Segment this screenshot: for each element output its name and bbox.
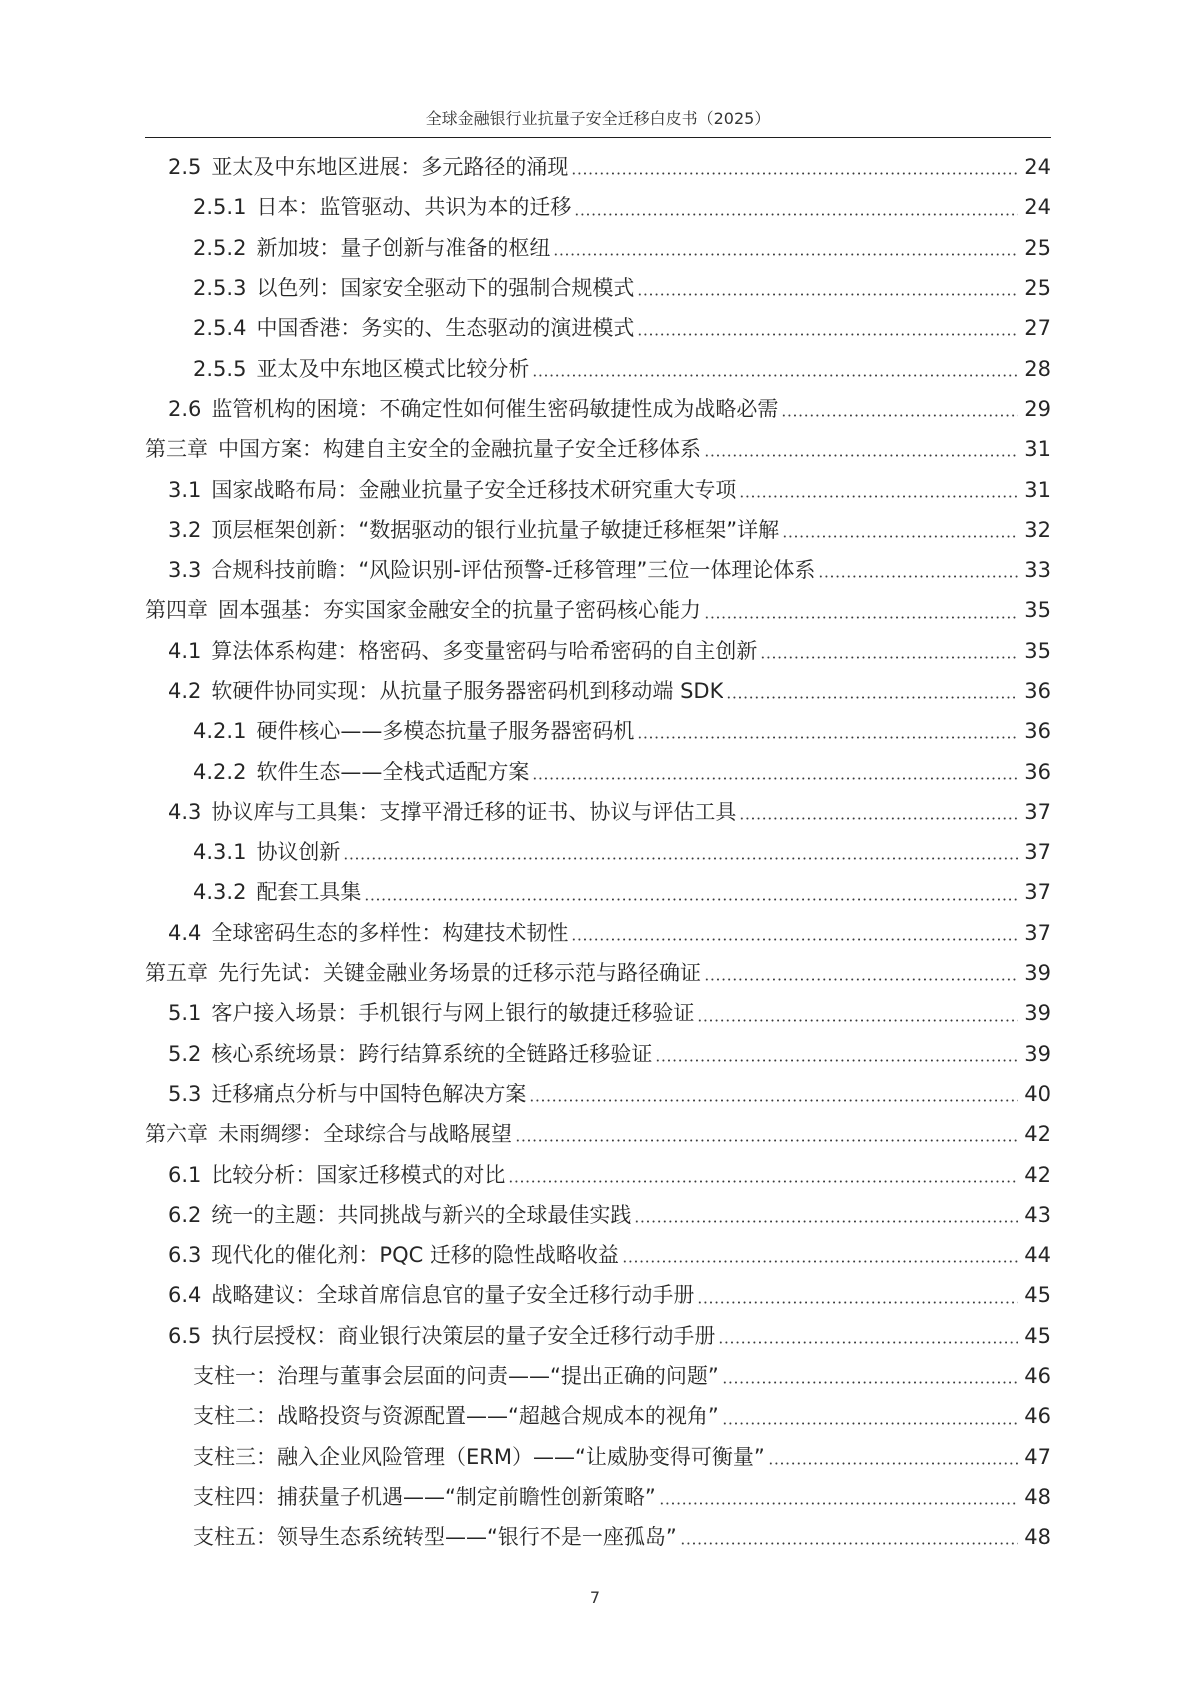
- toc-entry-number: 2.6: [168, 396, 202, 421]
- toc-entry-page: 37: [1024, 840, 1051, 865]
- toc-entry-title: 支柱五：领导生态系统转型——“银行不是一座孤岛”: [193, 1525, 677, 1550]
- toc-entry-page: 29: [1024, 396, 1051, 421]
- toc-entry[interactable]: [0, 1396, 1190, 1436]
- page-number: 7: [589, 1588, 601, 1607]
- toc-entry-title: 新加坡：量子创新与准备的枢纽: [256, 235, 551, 260]
- dot-leader: [697, 1019, 1018, 1022]
- toc-entry-page: 46: [1024, 1364, 1051, 1389]
- toc-entry-number: 6.4: [168, 1283, 202, 1308]
- toc-entry[interactable]: [0, 1235, 1190, 1275]
- toc-entry-title: 亚太及中东地区进展：多元路径的涌现: [211, 155, 569, 180]
- toc-entry-page: 39: [1024, 1041, 1051, 1066]
- toc-entry-number: 4.3.2: [193, 880, 247, 905]
- toc-entry-number: 5.1: [168, 1001, 202, 1026]
- toc-entry[interactable]: [0, 147, 1190, 187]
- toc-entry[interactable]: [0, 1356, 1190, 1396]
- toc-entry-page: 25: [1024, 276, 1051, 301]
- toc-entry[interactable]: [0, 469, 1190, 509]
- dot-leader: [571, 938, 1018, 941]
- toc-entry[interactable]: [0, 671, 1190, 711]
- toc-entry-title: 中国方案：构建自主安全的金融抗量子安全迁移体系: [218, 437, 701, 462]
- toc-entry-page: 45: [1024, 1283, 1051, 1308]
- toc-entry-page: 40: [1024, 1081, 1051, 1106]
- dot-leader: [680, 1542, 1018, 1545]
- toc-entry-number: 4.3: [168, 799, 202, 824]
- toc-entry[interactable]: [0, 510, 1190, 550]
- toc-entry-number: 6.3: [168, 1243, 202, 1268]
- toc-entry-number: 4.1: [168, 638, 202, 663]
- toc-entry-page: 43: [1024, 1202, 1051, 1227]
- dot-leader: [574, 213, 1018, 216]
- toc-entry-page: 42: [1024, 1122, 1051, 1147]
- toc-entry-page: 24: [1024, 155, 1051, 180]
- toc-entry-number: 4.2.1: [193, 719, 247, 744]
- toc-entry-number: 4.2: [168, 679, 202, 703]
- toc-entry-title: 现代化的催化剂：PQC 迁移的隐性战略收益: [211, 1243, 619, 1268]
- table-of-contents: [0, 147, 1190, 1557]
- dot-leader: [622, 1260, 1018, 1263]
- dot-leader: [532, 777, 1018, 780]
- toc-entry-number: 2.5.2: [193, 235, 247, 260]
- toc-entry-page: 47: [1024, 1444, 1051, 1469]
- toc-entry-title: 软件生态——全栈式适配方案: [256, 759, 530, 784]
- toc-entry[interactable]: [0, 228, 1190, 268]
- toc-entry-page: 35: [1024, 638, 1051, 663]
- dot-leader: [637, 736, 1018, 739]
- toc-entry-page: 36: [1024, 719, 1051, 744]
- toc-entry[interactable]: [0, 1477, 1190, 1517]
- toc-entry[interactable]: [0, 1316, 1190, 1356]
- toc-entry-title: 软硬件协同实现：从抗量子服务器密码机到移动端 SDK: [211, 679, 724, 703]
- toc-entry-title: 比较分析：国家迁移模式的对比: [211, 1162, 506, 1187]
- toc-entry-number: 第六章: [145, 1122, 208, 1147]
- dot-leader: [781, 414, 1018, 417]
- toc-entry[interactable]: [0, 792, 1190, 832]
- toc-entry-title: 全球密码生态的多样性：构建技术韧性: [211, 920, 569, 945]
- toc-entry-number: 第三章: [145, 437, 208, 462]
- dot-leader: [760, 656, 1018, 659]
- toc-entry-title: 战略建议：全球首席信息官的量子安全迁移行动手册: [211, 1283, 695, 1308]
- toc-entry-number: 4.2.2: [193, 759, 247, 784]
- toc-entry-page: 37: [1024, 799, 1051, 824]
- toc-entry-number: 2.5.3: [193, 276, 247, 301]
- toc-entry[interactable]: [0, 308, 1190, 348]
- toc-entry[interactable]: [0, 1517, 1190, 1557]
- toc-entry[interactable]: [0, 187, 1190, 227]
- toc-entry-page: 45: [1024, 1323, 1051, 1348]
- toc-entry-number: 6.2: [168, 1202, 202, 1227]
- toc-entry-title: 支柱四：捕获量子机遇——“制定前瞻性创新策略”: [193, 1484, 656, 1509]
- toc-entry-number: 3.3: [168, 558, 202, 583]
- toc-entry-title: 算法体系构建：格密码、多变量密码与哈希密码的自主创新: [211, 638, 758, 663]
- dot-leader: [722, 1381, 1018, 1384]
- toc-entry-page: 36: [1024, 759, 1051, 784]
- toc-entry-title: 支柱一：治理与董事会层面的问责——“提出正确的问题”: [193, 1364, 719, 1389]
- dot-leader: [364, 898, 1018, 901]
- toc-entry-page: 48: [1024, 1484, 1051, 1509]
- toc-entry-page: 39: [1024, 961, 1051, 986]
- dot-leader: [659, 1502, 1018, 1505]
- toc-entry[interactable]: [0, 872, 1190, 912]
- toc-entry-number: 2.5: [168, 155, 202, 180]
- toc-entry-title: 核心系统场景：跨行结算系统的全链路迁移验证: [211, 1041, 653, 1066]
- toc-entry-number: 第五章: [145, 961, 208, 986]
- dot-leader: [634, 1220, 1018, 1223]
- toc-entry[interactable]: [0, 1275, 1190, 1315]
- dot-leader: [637, 333, 1018, 336]
- toc-entry-page: 35: [1024, 598, 1051, 623]
- toc-entry-page: 31: [1024, 437, 1051, 462]
- toc-entry[interactable]: [0, 389, 1190, 429]
- toc-entry-title: 合规科技前瞻：“风险识别-评估预警-迁移管理”三位一体理论体系: [211, 558, 816, 583]
- toc-entry-page: 27: [1024, 316, 1051, 341]
- toc-entry-page: 31: [1024, 477, 1051, 502]
- toc-entry-number: 2.5.1: [193, 195, 247, 220]
- toc-entry-number: 第四章: [145, 598, 208, 623]
- toc-entry-number: 3.1: [168, 477, 202, 502]
- toc-entry-page: 28: [1024, 356, 1051, 381]
- dot-leader: [343, 857, 1018, 860]
- dot-leader: [718, 1341, 1018, 1344]
- dot-leader: [697, 1301, 1018, 1304]
- toc-entry-title: 客户接入场景：手机银行与网上银行的敏捷迁移验证: [211, 1001, 695, 1026]
- toc-entry-number: 6.5: [168, 1323, 202, 1348]
- toc-entry-title: 硬件核心——多模态抗量子服务器密码机: [256, 719, 635, 744]
- toc-entry-title: 支柱二：战略投资与资源配置——“超越合规成本的视角”: [193, 1404, 719, 1429]
- toc-entry-page: 44: [1024, 1243, 1051, 1268]
- dot-leader: [571, 172, 1018, 175]
- toc-entry-title: 中国香港：务实的、生态驱动的演进模式: [256, 316, 635, 341]
- toc-entry-title: 亚太及中东地区模式比较分析: [256, 356, 530, 381]
- dot-leader: [818, 575, 1018, 578]
- toc-entry-number: 5.3: [168, 1081, 202, 1106]
- dot-leader: [768, 1462, 1018, 1465]
- toc-entry-page: 42: [1024, 1162, 1051, 1187]
- toc-entry-title: 配套工具集: [256, 880, 362, 905]
- toc-entry-page: 46: [1024, 1404, 1051, 1429]
- toc-entry[interactable]: [0, 993, 1190, 1033]
- dot-leader: [739, 495, 1018, 498]
- toc-entry-page: 32: [1024, 517, 1051, 542]
- dot-leader: [553, 253, 1018, 256]
- dot-leader: [739, 817, 1018, 820]
- toc-entry-number: 5.2: [168, 1041, 202, 1066]
- toc-entry-title: 先行先试：关键金融业务场景的迁移示范与路径确证: [218, 961, 701, 986]
- toc-entry-title: 协议创新: [256, 840, 341, 865]
- toc-entry-title: 支柱三：融入企业风险管理（ERM）——“让威胁变得可衡量”: [193, 1444, 765, 1469]
- dot-leader: [637, 293, 1018, 296]
- toc-entry[interactable]: [0, 1074, 1190, 1114]
- toc-entry[interactable]: [0, 268, 1190, 308]
- dot-leader: [655, 1059, 1018, 1062]
- toc-entry[interactable]: [0, 913, 1190, 953]
- toc-entry-title: 顶层框架创新：“数据驱动的银行业抗量子敏捷迁移框架”详解: [211, 517, 780, 542]
- toc-entry-number: 4.4: [168, 920, 202, 945]
- toc-entry[interactable]: [0, 1154, 1190, 1194]
- dot-leader: [508, 1180, 1018, 1183]
- toc-entry[interactable]: [0, 751, 1190, 791]
- toc-entry-page: 37: [1024, 920, 1051, 945]
- dot-leader: [532, 374, 1018, 377]
- toc-entry[interactable]: [0, 1114, 1190, 1154]
- dot-leader: [515, 1139, 1018, 1142]
- toc-entry-page: 48: [1024, 1525, 1051, 1550]
- toc-entry-title: 统一的主题：共同挑战与新兴的全球最佳实践: [211, 1202, 632, 1227]
- toc-entry-page: 36: [1024, 679, 1051, 703]
- toc-entry-title: 协议库与工具集：支撑平滑迁移的证书、协议与评估工具: [211, 799, 737, 824]
- toc-entry-page: 25: [1024, 235, 1051, 260]
- running-header: 全球金融银行业抗量子安全迁移白皮书（2025）: [425, 109, 771, 128]
- toc-entry[interactable]: [0, 631, 1190, 671]
- toc-entry[interactable]: [0, 1437, 1190, 1477]
- dot-leader: [704, 616, 1018, 619]
- toc-entry-title: 固本强基：夯实国家金融安全的抗量子密码核心能力: [218, 598, 701, 623]
- toc-entry-page: 39: [1024, 1001, 1051, 1026]
- toc-entry-title: 迁移痛点分析与中国特色解决方案: [211, 1081, 527, 1106]
- toc-entry[interactable]: [0, 1034, 1190, 1074]
- toc-entry[interactable]: [0, 429, 1190, 469]
- toc-entry-number: 6.1: [168, 1162, 202, 1187]
- dot-leader: [726, 696, 1018, 699]
- toc-entry[interactable]: [0, 550, 1190, 590]
- toc-entry-title: 监管机构的困境：不确定性如何催生密码敏捷性成为战略必需: [211, 396, 779, 421]
- toc-entry-page: 33: [1024, 558, 1051, 583]
- toc-entry-number: 4.3.1: [193, 840, 247, 865]
- toc-entry-number: 2.5.4: [193, 316, 247, 341]
- toc-entry[interactable]: [0, 832, 1190, 872]
- dot-leader: [704, 454, 1018, 457]
- toc-entry-page: 24: [1024, 195, 1051, 220]
- toc-entry[interactable]: [0, 590, 1190, 630]
- toc-entry[interactable]: [0, 348, 1190, 388]
- toc-entry-number: 2.5.5: [193, 356, 247, 381]
- toc-entry[interactable]: [0, 953, 1190, 993]
- toc-entry-title: 执行层授权：商业银行决策层的量子安全迁移行动手册: [211, 1323, 716, 1348]
- toc-entry-title: 以色列：国家安全驱动下的强制合规模式: [256, 276, 635, 301]
- toc-entry[interactable]: [0, 1195, 1190, 1235]
- toc-entry-page: 37: [1024, 880, 1051, 905]
- toc-entry-title: 未雨绸缪：全球综合与战略展望: [218, 1122, 512, 1147]
- dot-leader: [704, 978, 1018, 981]
- dot-leader: [722, 1422, 1018, 1425]
- header-divider: [145, 137, 1051, 138]
- toc-entry[interactable]: [0, 711, 1190, 751]
- toc-entry-number: 3.2: [168, 517, 202, 542]
- toc-entry-title: 国家战略布局：金融业抗量子安全迁移技术研究重大专项: [211, 477, 737, 502]
- dot-leader: [529, 1099, 1018, 1102]
- dot-leader: [782, 535, 1018, 538]
- toc-entry-title: 日本：监管驱动、共识为本的迁移: [256, 195, 572, 220]
